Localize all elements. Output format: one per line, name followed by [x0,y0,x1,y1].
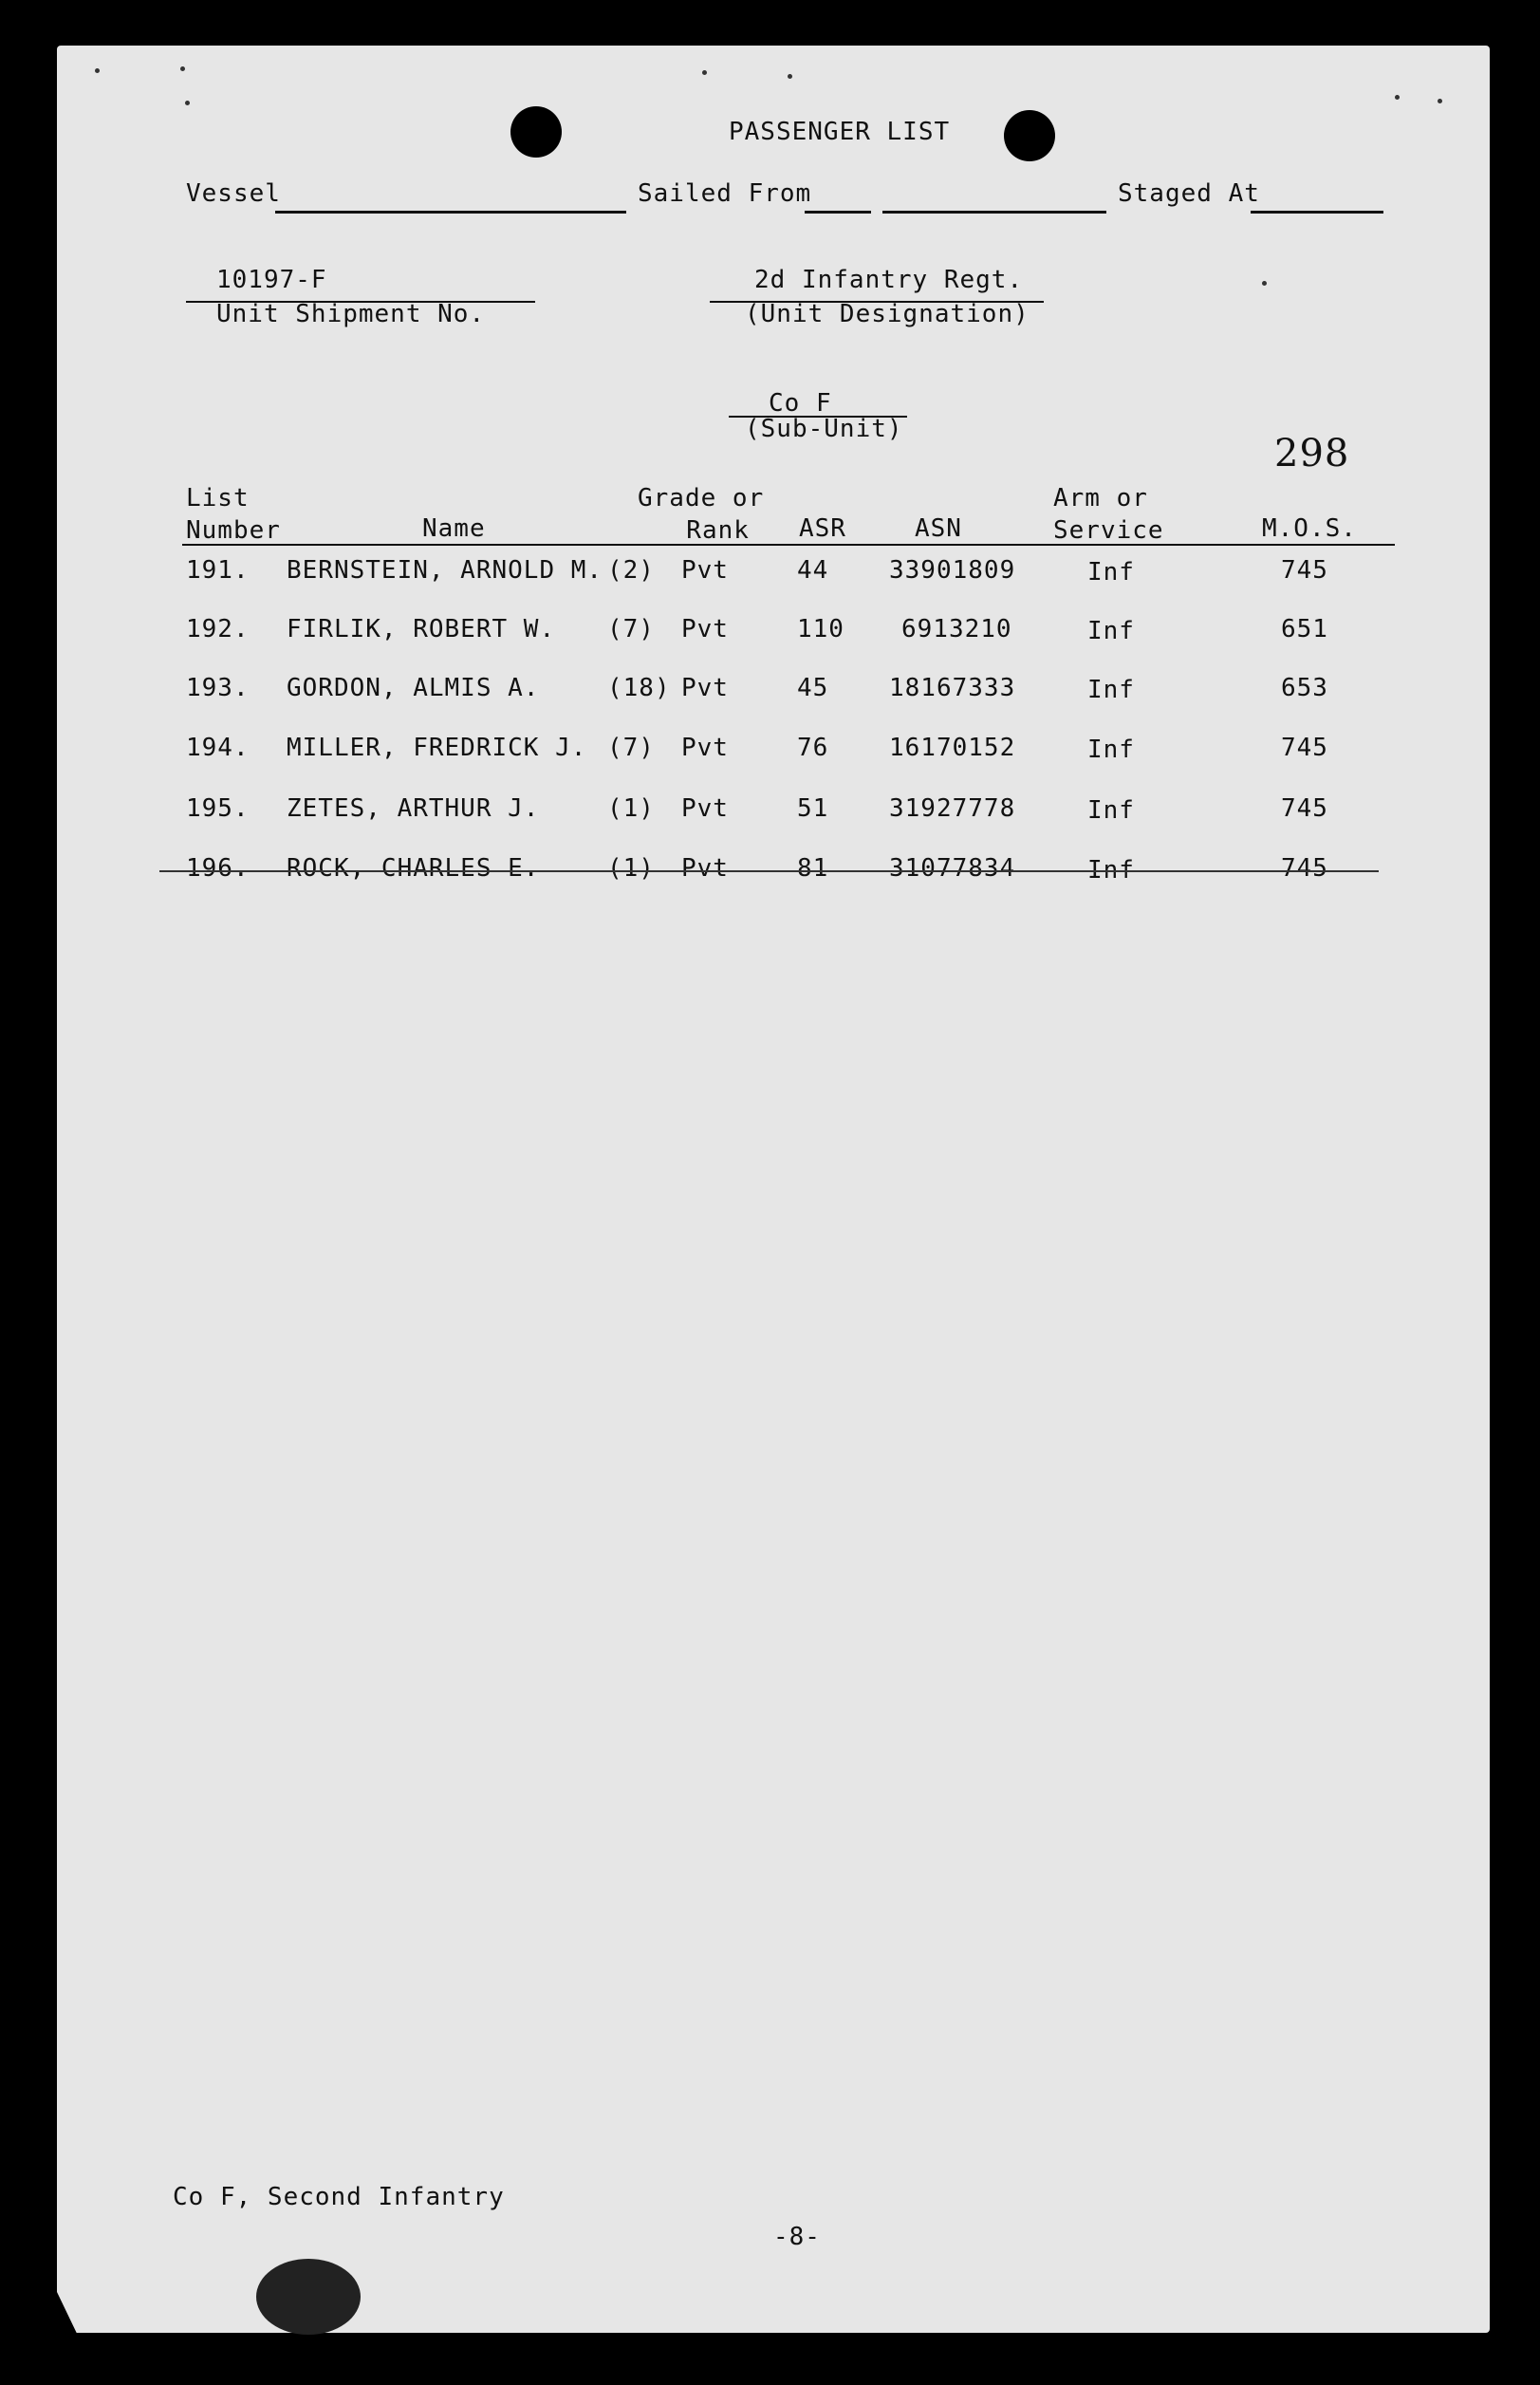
row-code: (1) [607,854,655,883]
col-mos: M.O.S. [1262,514,1357,543]
speck [788,74,792,79]
col-asr: ASR [799,514,846,543]
row-asn: 18167333 [889,674,1016,702]
row-asr: 45 [797,674,829,702]
row-name: ROCK, CHARLES E. [287,854,540,883]
row-arm: Inf [1087,796,1135,825]
col-list-number-line2: Number [186,516,281,545]
speck [95,68,100,73]
sub-unit: Co F [769,389,832,418]
row-list-number: 195. [186,794,250,823]
row-asr: 81 [797,854,829,883]
punch-hole-right [1004,110,1055,161]
row-grade: Pvt [681,674,729,702]
row-asr: 110 [797,615,844,643]
row-mos: 653 [1281,674,1328,702]
speck [1262,281,1267,286]
vessel-label: Vessel [186,179,281,208]
col-arm-service [1053,482,1164,547]
speck [702,70,707,75]
row-code: (18) [607,674,671,702]
staged-at-blank [1251,211,1383,214]
row-code: (7) [607,734,655,762]
row-mos: 745 [1281,794,1328,823]
vessel-blank [275,211,626,214]
row-asn: 33901809 [889,556,1016,585]
col-grade-line1: Grade or [638,484,765,512]
strikethrough-line [159,870,1379,872]
row-list-number: 191. [186,556,250,585]
header-rule [182,544,1395,546]
speck [1438,99,1442,103]
row-mos: 745 [1281,556,1328,585]
row-grade: Pvt [681,734,729,762]
row-list-number: 193. [186,674,250,702]
row-name: MILLER, FREDRICK J. [287,734,587,762]
scan-smudge [256,2259,361,2335]
unit-designation-caption: (Unit Designation) [745,300,1030,328]
punch-hole-left [510,106,562,158]
col-list-number [186,482,281,547]
row-asr: 51 [797,794,829,823]
row-name: GORDON, ALMIS A. [287,674,540,702]
row-mos: 745 [1281,854,1328,883]
staged-at-label: Staged At [1118,179,1260,208]
row-name: ZETES, ARTHUR J. [287,794,540,823]
row-list-number: 192. [186,615,250,643]
row-grade: Pvt [681,854,729,883]
sub-unit-caption: (Sub-Unit) [745,415,903,443]
stamped-page-number: 298 [1274,432,1350,475]
speck [1395,95,1400,100]
sailed-from-blank-1 [805,211,871,214]
col-list-number-line1: List [186,484,250,512]
row-grade: Pvt [681,794,729,823]
row-mos: 651 [1281,615,1328,643]
col-grade [638,482,764,547]
row-arm: Inf [1087,736,1135,764]
col-arm-line1: Arm or [1053,484,1148,512]
row-code: (1) [607,794,655,823]
document-title: PASSENGER LIST [729,118,951,146]
col-name: Name [422,514,486,543]
row-list-number: 196. [186,854,250,883]
speck [185,101,190,105]
row-asr: 44 [797,556,829,585]
row-asn: 16170152 [889,734,1016,762]
row-name: BERNSTEIN, ARNOLD M. [287,556,603,585]
sailed-from-blank-2 [882,211,1106,214]
footer-page-number: -8- [773,2223,821,2251]
unit-shipment-caption: Unit Shipment No. [216,300,486,328]
row-asn: 6913210 [901,615,1012,643]
row-arm: Inf [1087,856,1135,885]
unit-designation: 2d Infantry Regt. [754,266,1024,294]
row-name: FIRLIK, ROBERT W. [287,615,556,643]
row-grade: Pvt [681,615,729,643]
col-grade-line2: Rank [686,516,750,545]
sailed-from-label: Sailed From [638,179,812,208]
row-arm: Inf [1087,676,1135,704]
row-asn: 31077834 [889,854,1016,883]
row-list-number: 194. [186,734,250,762]
row-asr: 76 [797,734,829,762]
row-code: (2) [607,556,655,585]
col-asn: ASN [915,514,962,543]
speck [180,66,185,71]
footer-unit-note: Co F, Second Infantry [173,2183,505,2211]
row-mos: 745 [1281,734,1328,762]
row-arm: Inf [1087,558,1135,587]
row-grade: Pvt [681,556,729,585]
row-code: (7) [607,615,655,643]
col-arm-line2: Service [1053,516,1164,545]
unit-shipment-number: 10197-F [216,266,327,294]
row-asn: 31927778 [889,794,1016,823]
row-arm: Inf [1087,617,1135,645]
